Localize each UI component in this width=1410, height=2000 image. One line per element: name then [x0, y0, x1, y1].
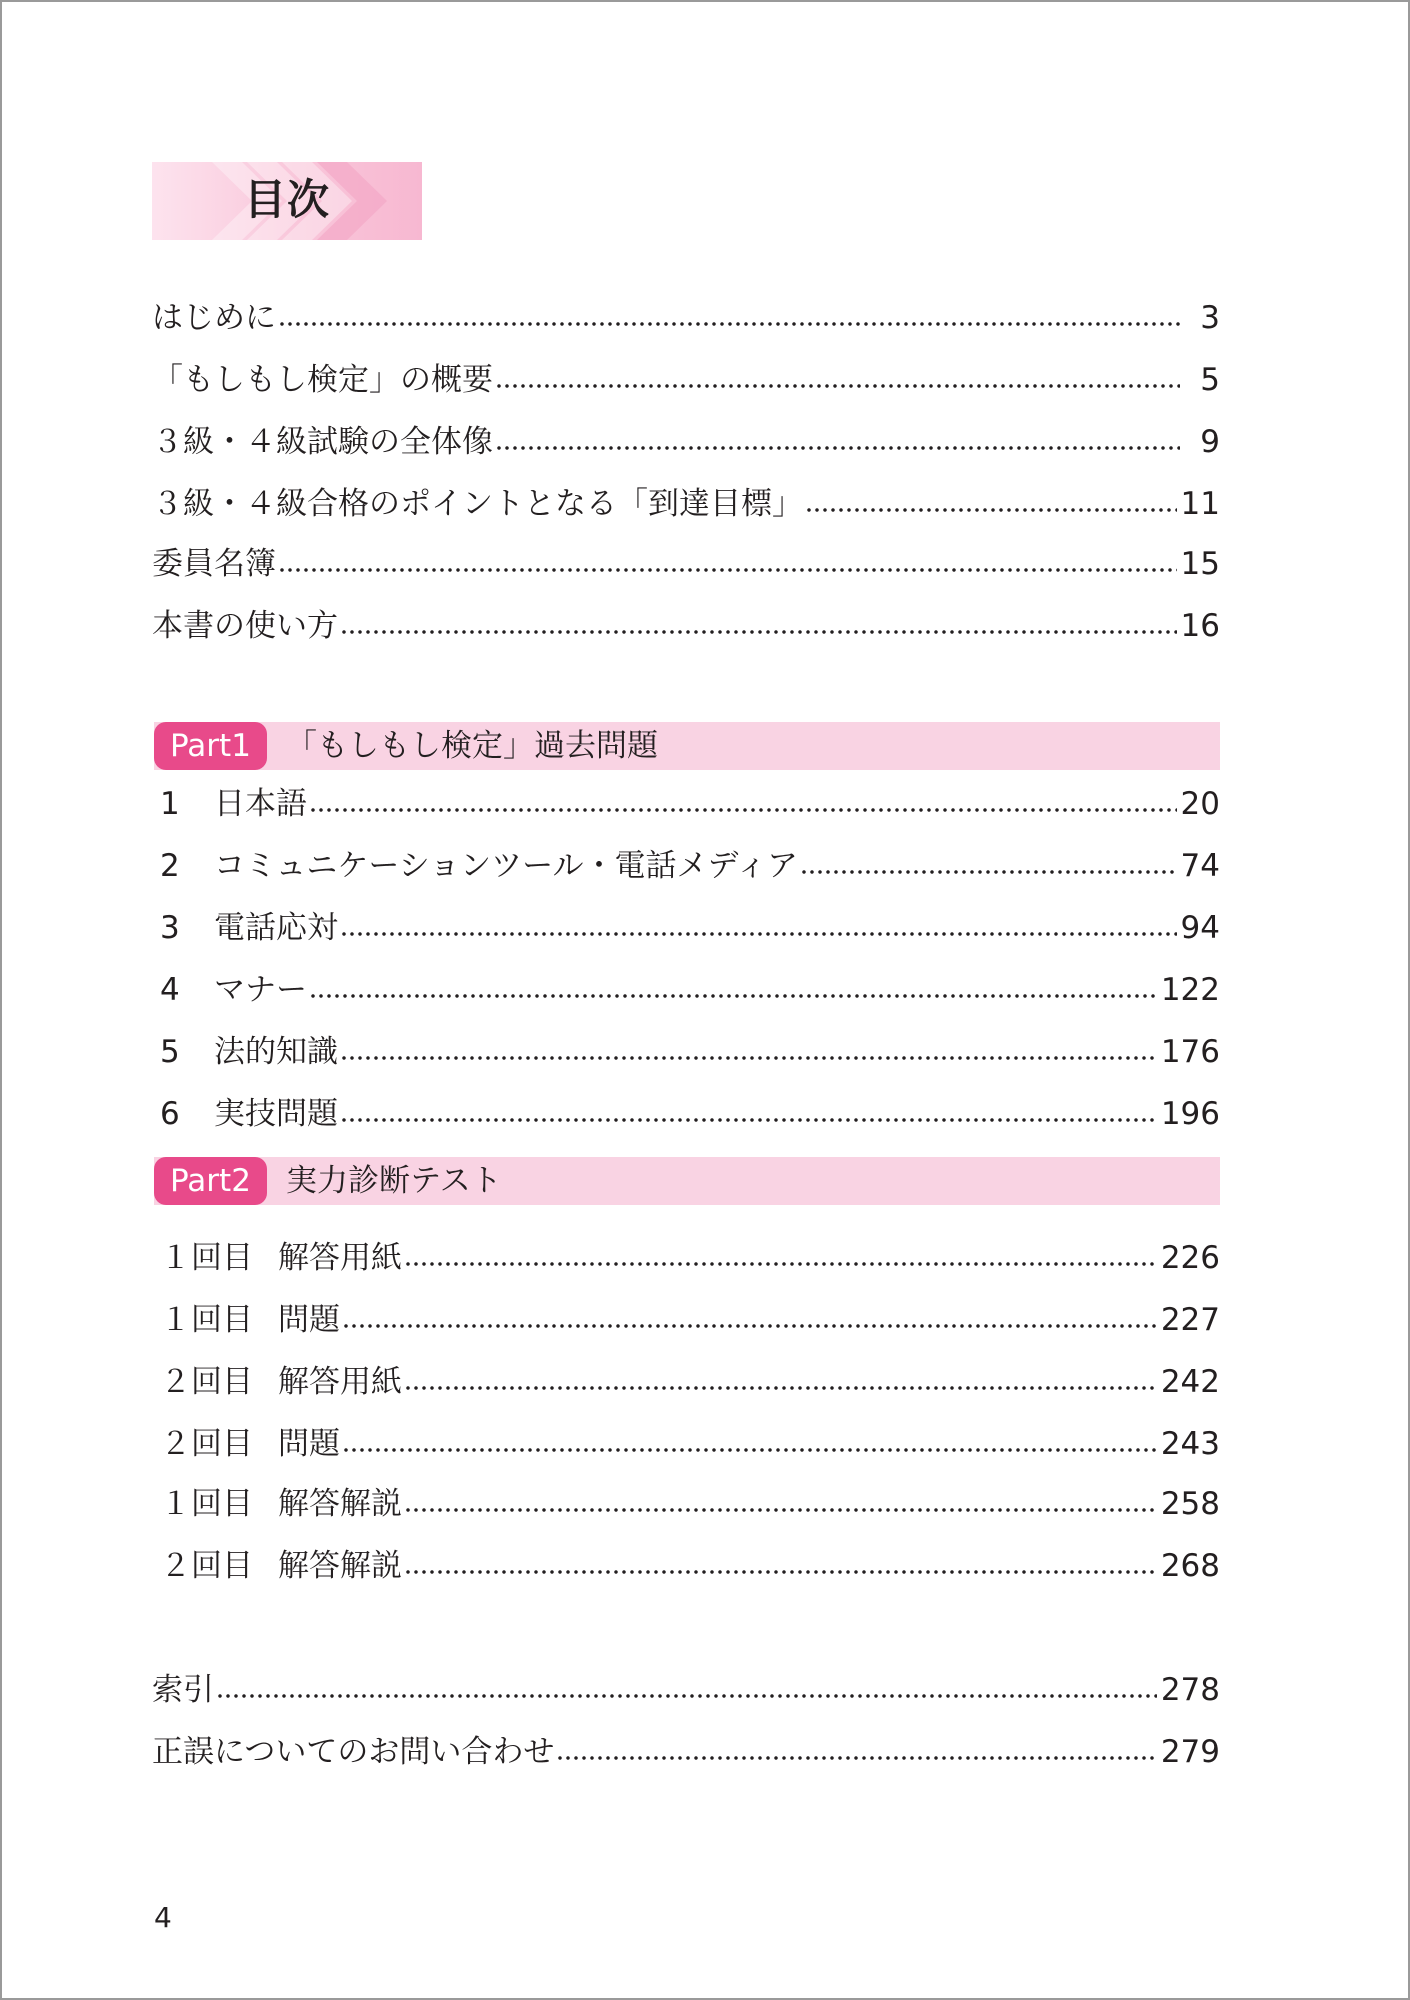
toc-entry-page: 15 [1180, 546, 1220, 582]
toc-entry[interactable] [152, 540, 1220, 584]
toc-entry[interactable] [152, 1358, 1220, 1402]
toc-entry-page: 278 [1160, 1672, 1220, 1708]
toc-entry[interactable] [152, 1090, 1220, 1134]
part2-title: 実力診断テスト [286, 1163, 502, 1199]
dot-leader [340, 932, 1177, 936]
toc-entry-page: 122 [1160, 972, 1220, 1008]
toc-entry[interactable] [152, 1666, 1220, 1710]
toc-entry-label: ３級・４級合格のポイントとなる「到達目標」 [152, 486, 803, 522]
page-title: 目次 [244, 175, 331, 224]
toc-entry-label: 解答解説 [278, 1486, 402, 1522]
toc-entry-label: マナー [214, 972, 307, 1008]
dot-leader [216, 1694, 1157, 1698]
toc-entry-label: はじめに [152, 300, 276, 336]
toc-entry-label: 法的知識 [214, 1034, 338, 1070]
toc-entry-number: 1 [160, 786, 180, 822]
toc-entry-page: 243 [1160, 1426, 1220, 1462]
toc-entry-page: 5 [1200, 362, 1220, 398]
toc-entry[interactable] [152, 294, 1220, 338]
toc-entry-label: 正誤についてのお問い合わせ [152, 1734, 555, 1770]
dot-leader [800, 870, 1177, 874]
toc-entry-round: ２回目 [160, 1364, 253, 1400]
toc-entry-label: 実技問題 [214, 1096, 338, 1132]
toc-entry-page: 9 [1200, 424, 1220, 460]
toc-entry-page: 94 [1180, 910, 1220, 946]
toc-entry-page: 176 [1160, 1034, 1220, 1070]
dot-leader [404, 1386, 1157, 1390]
toc-entry[interactable] [152, 966, 1220, 1010]
dot-leader [342, 1324, 1157, 1328]
toc-entry-label: 問題 [278, 1426, 340, 1462]
toc-entry-number: 2 [160, 848, 180, 884]
toc-entry-label: 日本語 [214, 786, 307, 822]
dot-leader [278, 568, 1177, 572]
toc-entry[interactable] [152, 1542, 1220, 1586]
dot-leader [556, 1756, 1156, 1760]
toc-entry-round: １回目 [160, 1486, 253, 1522]
toc-entry[interactable] [152, 1728, 1220, 1772]
toc-entry-page: 242 [1160, 1364, 1220, 1400]
toc-entry-number: 3 [160, 910, 180, 946]
toc-entry-label: 本書の使い方 [152, 608, 338, 644]
toc-entry[interactable] [152, 418, 1220, 462]
toc-entry-label: ３級・４級試験の全体像 [152, 424, 493, 460]
toc-entry-label: 解答解説 [278, 1548, 402, 1584]
page-number: 4 [154, 1901, 172, 1934]
dot-leader [404, 1262, 1157, 1266]
toc-entry-number: 4 [160, 972, 180, 1008]
toc-entry-page: 227 [1160, 1302, 1220, 1338]
toc-entry-round: ２回目 [160, 1548, 253, 1584]
toc-entry-label: 委員名簿 [152, 546, 276, 582]
dot-leader [495, 384, 1180, 388]
part1-title: 「もしもし検定」過去問題 [286, 728, 658, 764]
toc-entry-page: 16 [1180, 608, 1220, 644]
dot-leader [404, 1570, 1157, 1574]
dot-leader [309, 994, 1157, 998]
dot-leader [278, 322, 1180, 326]
dot-leader [340, 630, 1177, 634]
toc-entry[interactable] [152, 904, 1220, 948]
toc-entry-page: 74 [1180, 848, 1220, 884]
toc-entry-label: 索引 [152, 1672, 214, 1708]
toc-entry-number: 6 [160, 1096, 180, 1132]
toc-entry-label: 電話応対 [214, 910, 338, 946]
toc-entry[interactable] [152, 780, 1220, 824]
part1-header[interactable] [154, 722, 1220, 770]
toc-entry[interactable] [152, 480, 1220, 524]
toc-entry[interactable] [152, 842, 1220, 886]
toc-entry-page: 196 [1160, 1096, 1220, 1132]
toc-entry-page: 258 [1160, 1486, 1220, 1522]
toc-entry-page: 11 [1180, 486, 1220, 522]
dot-leader [805, 508, 1177, 512]
toc-entry-page: 268 [1160, 1548, 1220, 1584]
dot-leader [340, 1118, 1157, 1122]
toc-entry-round: ２回目 [160, 1426, 253, 1462]
dot-leader [340, 1056, 1157, 1060]
part2-tag: Part2 [154, 1157, 267, 1205]
toc-entry[interactable] [152, 1234, 1220, 1278]
toc-entry-page: 226 [1160, 1240, 1220, 1276]
toc-entry-page: 279 [1160, 1734, 1220, 1770]
toc-entry[interactable] [152, 1480, 1220, 1524]
toc-entry-label: 問題 [278, 1302, 340, 1338]
toc-entry-page: 20 [1180, 786, 1220, 822]
toc-entry[interactable] [152, 356, 1220, 400]
toc-entry[interactable] [152, 1296, 1220, 1340]
dot-leader [495, 446, 1180, 450]
part2-header[interactable] [154, 1157, 1220, 1205]
dot-leader [404, 1508, 1157, 1512]
toc-entry-label: 解答用紙 [278, 1364, 402, 1400]
toc-entry-page: 3 [1200, 300, 1220, 336]
toc-entry[interactable] [152, 1028, 1220, 1072]
part1-tag: Part1 [154, 722, 267, 770]
toc-entry-round: １回目 [160, 1240, 253, 1276]
toc-entry-number: 5 [160, 1034, 180, 1070]
toc-entry-label: 解答用紙 [278, 1240, 402, 1276]
toc-entry-round: １回目 [160, 1302, 253, 1338]
toc-entry-label: 「もしもし検定」の概要 [152, 362, 493, 398]
dot-leader [342, 1448, 1157, 1452]
toc-entry[interactable] [152, 1420, 1220, 1464]
dot-leader [309, 808, 1177, 812]
title-banner [152, 162, 422, 240]
toc-entry[interactable] [152, 602, 1220, 646]
toc-entry-label: コミュニケーションツール・電話メディア [214, 848, 799, 884]
